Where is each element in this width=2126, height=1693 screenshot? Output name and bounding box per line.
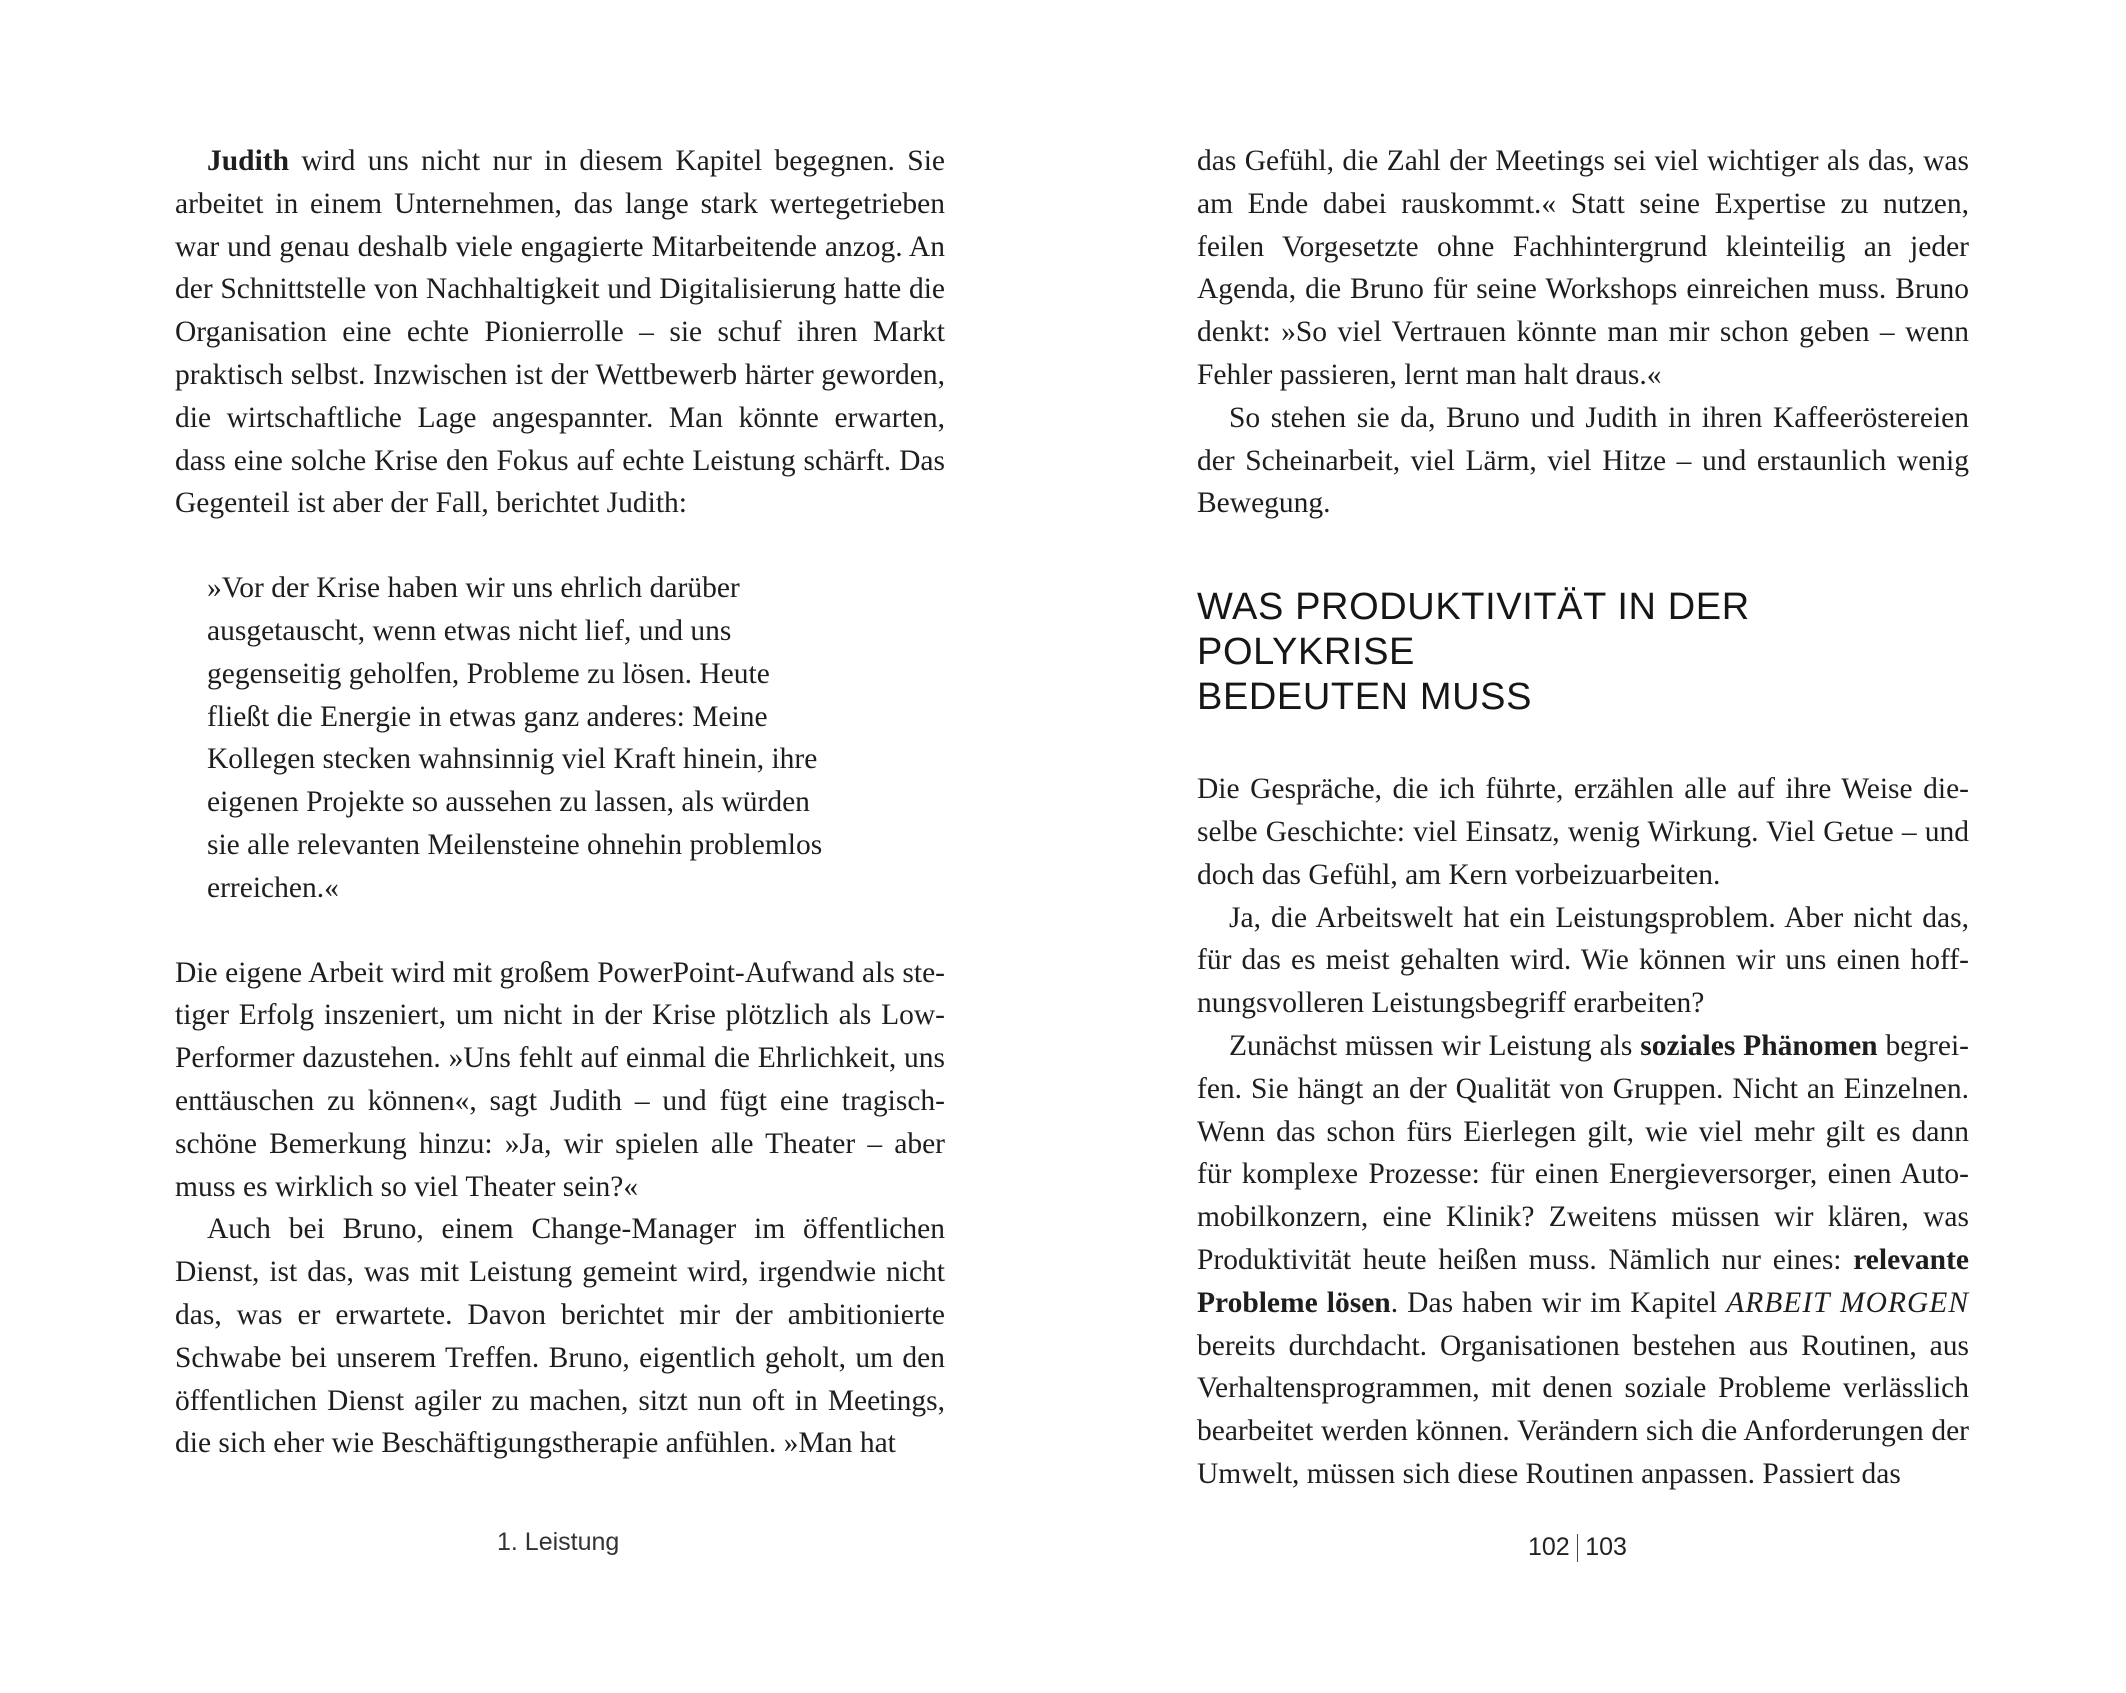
paragraph-soziales-phaenomen (1197, 1025, 1969, 1496)
page-number-left: 102 (1528, 1533, 1570, 1561)
bold-term: soziales Phänomen (1640, 1029, 1878, 1062)
quote-line: erreichen.« (207, 871, 339, 904)
running-footer-chapter: 1. Leistung (497, 1528, 620, 1556)
quote-line: gegenseitig geholfen, Probleme zu lösen. Heute (207, 657, 770, 690)
paragraph-kaffeeroestereien: So stehen sie da, Bruno und Judith in ihren Kaffeeröstereien der Scheinarbeit, viel Lärm, viel Hitze – und erstaunlich wenig Bewegung. (1197, 401, 1969, 520)
paragraph-text: wird uns nicht nur in diesem Kapitel begegnen. Sie arbeitet in einem Unternehmen, das lange stark wertegetrieben war und genau deshalb viele engagierte Mitarbeitende anzog. An der Schnittstelle von Nachhaltigkeit und Digitalisierung hatte die Organisation eine echte Pionierrolle – sie schuf ihren Markt praktisch selbst. Inzwischen ist der Wettbewerb härter geworden, die wirtschaftliche Lage angespannter. Man könnte erwarten, dass eine solche Krise den Fokus auf echte Leistung schärft. Das Gegenteil ist aber der Fall, berichtet Judith: (175, 145, 945, 520)
italic-chapter-reference: ARBEIT MORGEN (1726, 1286, 1969, 1319)
quote-line: eigenen Projekte so aussehen zu lassen, als würden (207, 786, 810, 819)
quote-line: »Vor der Krise haben wir uns ehrlich darüber (207, 572, 740, 605)
text-run: . Das haben wir im Kapitel (1390, 1286, 1727, 1319)
text-run: bereits durchdacht. Organisationen bestehen aus Routinen, aus Verhaltensprogrammen, mit denen soziale Probleme verlässlich bearbeitet werden können. Verändern sich die Anforderungen der Umwelt, müssen sich diese Routinen anpassen. Passiert das (1197, 1329, 1969, 1490)
heading-line: WAS PRODUKTIVITÄT IN DER POLYKRISE (1197, 586, 1750, 674)
paragraph-powerpoint: Die eigene Arbeit wird mit großem PowerPoint-Aufwand als stetiger Erfolg inszeniert, um nicht in der Krise plötzlich als Low-Performer dazustehen. »Uns fehlt auf einmal die Ehrlichkeit, uns enttäuschen zu können«, sagt Judith – und fügt eine tragisch-schöne Bemerkung hinzu: »Ja, wir spielen alle Theater – aber muss es wirklich so viel Theater sein?« (175, 956, 945, 1203)
section-heading (1197, 585, 1969, 720)
text-run: Zunächst müssen wir Leistung als (1229, 1029, 1641, 1062)
page-number-right: 103 (1585, 1533, 1627, 1561)
quote-line: sie alle relevanten Meilensteine ohnehin problemlos (207, 828, 823, 861)
quote-line: ausgetauscht, wenn etwas nicht lief, und uns (207, 614, 732, 647)
block-quote (175, 567, 897, 909)
heading-line: BEDEUTEN MUSS (1197, 676, 1533, 719)
right-page (1197, 140, 1969, 1496)
bold-term: relevante Probleme lösen (1197, 1243, 1969, 1319)
quote-line: Kollegen stecken wahnsinnig viel Kraft hinein, ihre (207, 743, 818, 776)
paragraph-continued: das Gefühl, die Zahl der Meetings sei viel wichtiger als das, was am Ende dabei rauskommt.« Statt seine Expertise zu nutzen, feilen Vorgesetzte ohne Fachhintergrund kleinteilig an jeder Agenda, die Bruno für seine Workshops einreichen muss. Bruno denkt: »So viel Vertrauen könnte man mir schon geben – wenn Fehler passieren, lernt man halt draus.« (1197, 145, 1969, 391)
quote-line: fließt die Energie in etwas ganz anderes: Meine (207, 700, 768, 733)
page-numbers (1528, 1533, 1627, 1562)
text-run: begreifen. Sie hängt an der Qualität von Gruppen. Nicht an Einzelnen. Wenn das schon fürs Eierlegen gilt, wie viel mehr gilt es dann für komplexe Prozesse: für einen Energieversorger, einen Automobilkonzern, eine Klinik? Zweitens müssen wir klären, was Produktivität heute heißen muss. Nämlich nur eines: (1197, 1029, 1969, 1276)
left-page (175, 140, 945, 1465)
page-number-divider (1577, 1534, 1579, 1562)
paragraph-judith-intro (175, 140, 945, 525)
paragraph-leistungsproblem: Ja, die Arbeitswelt hat ein Leistungsproblem. Aber nicht das, für das es meist gehalten wird. Wie können wir uns einen hoffnungsvolleren Leistungsbegriff erarbeiten? (1197, 901, 1969, 1020)
bold-name-judith: Judith (207, 145, 289, 177)
paragraph-gespraeche: Die Gespräche, die ich führte, erzählen alle auf ihre Weise dieselbe Geschichte: viel Einsatz, wenig Wirkung. Viel Getue – und doch das Gefühl, am Kern vorbeizuarbeiten. (1197, 773, 1969, 891)
paragraph-bruno: Auch bei Bruno, einem Change-Manager im öffentlichen Dienst, ist das, was mit Leistung gemeint wird, irgendwie nicht das, was er erwartete. Davon berichtet mir der ambitionierte Schwabe bei unserem Treffen. Bruno, eigentlich geholt, um den öffentlichen Dienst agiler zu machen, sitzt nun oft in Meetings, die sich eher wie Beschäftigungstherapie anfühlen. »Man hat (175, 1213, 945, 1460)
